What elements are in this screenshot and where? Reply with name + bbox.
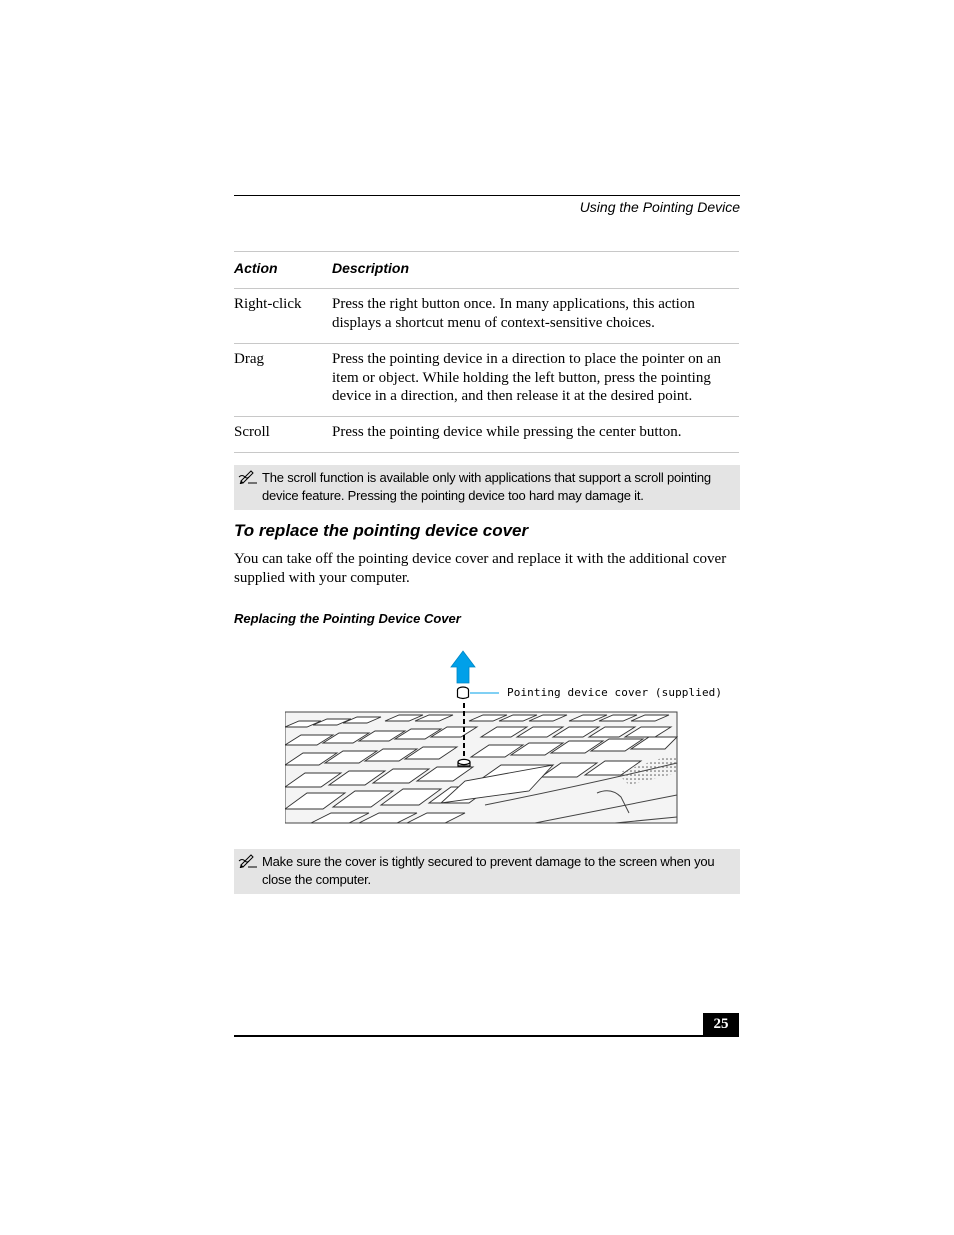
description-cell: Press the pointing device in a direction to place the pointer on an item or object. While holding the left button, press the pointing device in a direction, and then release it at the desired point.: [332, 351, 722, 404]
description-cell: Press the right button once. In many applications, this action displays a shortcut menu of context-sensitive choices.: [332, 296, 695, 331]
footer-rule: [234, 1035, 739, 1037]
action-table: [234, 251, 739, 453]
table-header: [234, 252, 739, 289]
action-cell: Right-click: [234, 296, 302, 312]
keyboard-illustration: [285, 645, 705, 830]
figure-caption: Replacing the Pointing Device Cover: [234, 611, 461, 626]
section-heading: To replace the pointing device cover: [234, 521, 529, 540]
action-cell: Drag: [234, 351, 264, 367]
action-cell: Scroll: [234, 424, 270, 440]
body-paragraph: You can take off the pointing device cover and replace it with the additional cover supplied with your computer.: [234, 551, 727, 586]
note-text: Make sure the cover is tightly secured to prevent damage to the screen when you close the computer.: [262, 854, 715, 887]
pointing-stick-icon: [458, 759, 470, 766]
remove-direction-arrow-icon: [451, 651, 475, 683]
pointing-device-cover-icon: [458, 687, 469, 699]
table-row: [234, 417, 739, 453]
note-box: [234, 465, 740, 510]
table-row: [234, 344, 739, 417]
table-row: [234, 289, 739, 344]
column-header-description: Description: [332, 260, 410, 276]
header-rule: [234, 195, 740, 196]
callout-label: Pointing device cover (supplied): [507, 686, 723, 699]
running-header: Using the Pointing Device: [579, 199, 740, 215]
page-number: 25: [703, 1013, 739, 1037]
pencil-note-icon: [238, 852, 258, 868]
description-cell: Press the pointing device while pressing the center button.: [332, 424, 682, 440]
pencil-note-icon: [238, 468, 258, 484]
column-header-action: Action: [234, 260, 278, 276]
note-box: [234, 849, 740, 894]
note-text: The scroll function is available only with applications that support a scroll pointing device feature. Pressing the pointing device too hard may damage it.: [262, 470, 711, 503]
